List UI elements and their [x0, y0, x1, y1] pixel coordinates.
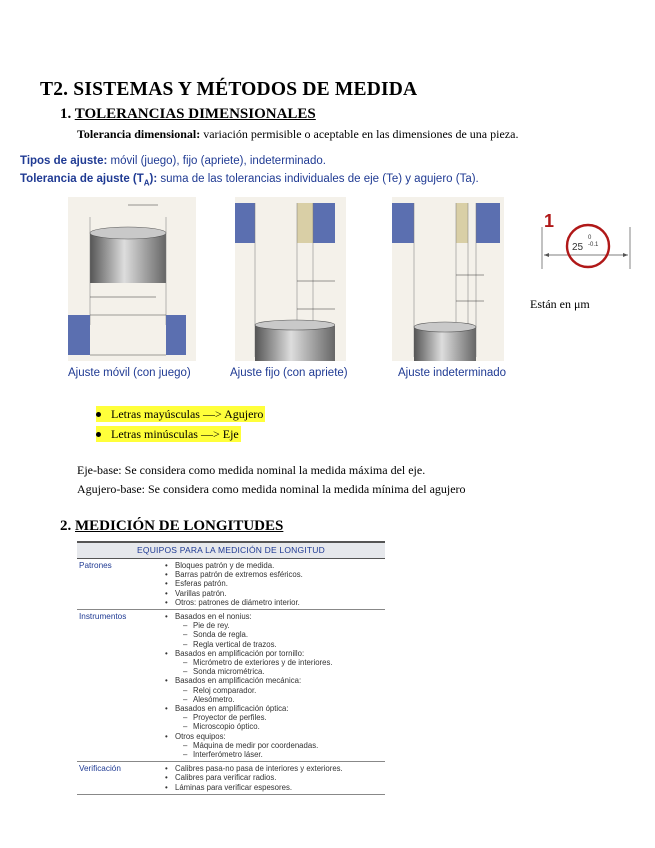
caption-ajuste-indeterminado: Ajuste indeterminado: [398, 367, 507, 379]
list-item: • Láminas para verificar espesores.: [165, 783, 385, 792]
list-item: • Varillas patrón.: [165, 589, 385, 598]
units-note: Están en μm: [530, 297, 590, 311]
tipos-ajuste-text: móvil (juego), fijo (apriete), indeterminado.: [107, 155, 326, 167]
bullet-dot-icon: [96, 432, 101, 437]
equipos-table: [77, 541, 385, 795]
list-item: – Interferómetro láser.: [165, 750, 385, 759]
table-row: [77, 762, 385, 795]
list-item: – Alesómetro.: [165, 695, 385, 704]
figure-ajuste-movil: [68, 197, 196, 361]
caption-ajuste-fijo: Ajuste fijo (con apriete): [230, 367, 348, 379]
list-item: • Esferas patrón.: [165, 579, 385, 588]
definition-term: Tolerancia dimensional:: [77, 127, 201, 141]
tolerancia-ajuste-line: [20, 173, 479, 187]
tolerance-nominal: 25: [572, 242, 584, 253]
tipos-ajuste-line: [20, 155, 326, 167]
figure-ajuste-indeterminado: [392, 197, 504, 361]
list-item: – Micrómetro de exteriores y de interiores.: [165, 658, 385, 667]
list-item: • Basados en amplificación por tornillo:: [165, 649, 385, 658]
table-row: [77, 559, 385, 610]
figure-ajuste-fijo: [235, 197, 346, 361]
list-item: – Sonda micrométrica.: [165, 667, 385, 676]
section-1-heading: [60, 106, 316, 123]
list-item: • Bloques patrón y de medida.: [165, 561, 385, 570]
section-1-title: TOLERANCIAS DIMENSIONALES: [74, 106, 316, 122]
table-group-name: Verificación: [79, 764, 121, 774]
tolerance-number: 1: [544, 211, 555, 231]
section-2-heading: [60, 518, 283, 535]
table-group-name: Instrumentos: [79, 612, 127, 622]
tolerance-upper: 0: [588, 235, 592, 241]
list-item: – Sonda de regla.: [165, 630, 385, 639]
table-header: EQUIPOS PARA LA MEDICIÓN DE LONGITUD: [77, 541, 385, 559]
section-2-title: MEDICIÓN DE LONGITUDES: [75, 518, 284, 534]
tipos-ajuste-label: Tipos de ajuste:: [20, 155, 108, 167]
list-item: – Proyector de perfiles.: [165, 713, 385, 722]
eje-base-text: Eje-base: Se considera como medida nominal la medida máxima del eje.: [77, 463, 426, 477]
table-row: [77, 610, 385, 762]
agujero-base-text: Agujero-base: Se considera como medida nominal la medida mínima del agujero: [77, 482, 466, 496]
list-item: • Barras patrón de extremos esféricos.: [165, 570, 385, 579]
tolerancia-ajuste-label: Tolerancia de ajuste $(T_A)$:: [20, 173, 158, 188]
tolerancia-ajuste-text: suma de las tolerancias individuales de eje (Te) y agujero (Ta).: [157, 173, 479, 185]
list-item: • Basados en amplificación óptica:: [165, 704, 385, 713]
list-item: – Pie de rey.: [165, 621, 385, 630]
page-title: T2. SISTEMAS Y MÉTODOS DE MEDIDA: [40, 79, 418, 100]
list-item: • Basados en el nonius:: [165, 612, 385, 621]
section-2-number: 2.: [60, 518, 72, 534]
tolerance-lower: -0.1: [588, 242, 599, 248]
definition-line: [77, 127, 518, 142]
list-item: – Microscopio óptico.: [165, 722, 385, 731]
list-item: – Máquina de medir por coordenadas.: [165, 741, 385, 750]
bullet-mayusculas: Letras mayúsculas —> Agujero: [96, 407, 265, 422]
list-item: • Otros equipos:: [165, 732, 385, 741]
section-1-number: 1.: [60, 106, 72, 122]
bullet-dot-icon: [96, 412, 101, 417]
bullet-minusculas: Letras minúsculas —> Eje: [96, 427, 241, 442]
list-item: • Otros: patrones de diámetro interior.: [165, 598, 385, 607]
list-item: – Reloj comparador.: [165, 686, 385, 695]
list-item: • Basados en amplificación mecánica:: [165, 676, 385, 685]
tolerance-symbol: [538, 213, 634, 273]
list-item: • Calibres pasa-no pasa de interiores y exteriores.: [165, 764, 385, 773]
caption-ajuste-movil: Ajuste móvil (con juego): [68, 367, 191, 379]
table-group-name: Patrones: [79, 561, 112, 570]
definition-text: variación permisible o aceptable en las dimensiones de una pieza.: [200, 127, 519, 141]
list-item: – Regla vertical de trazos.: [165, 640, 385, 649]
list-item: • Calibres para verificar radios.: [165, 773, 385, 782]
